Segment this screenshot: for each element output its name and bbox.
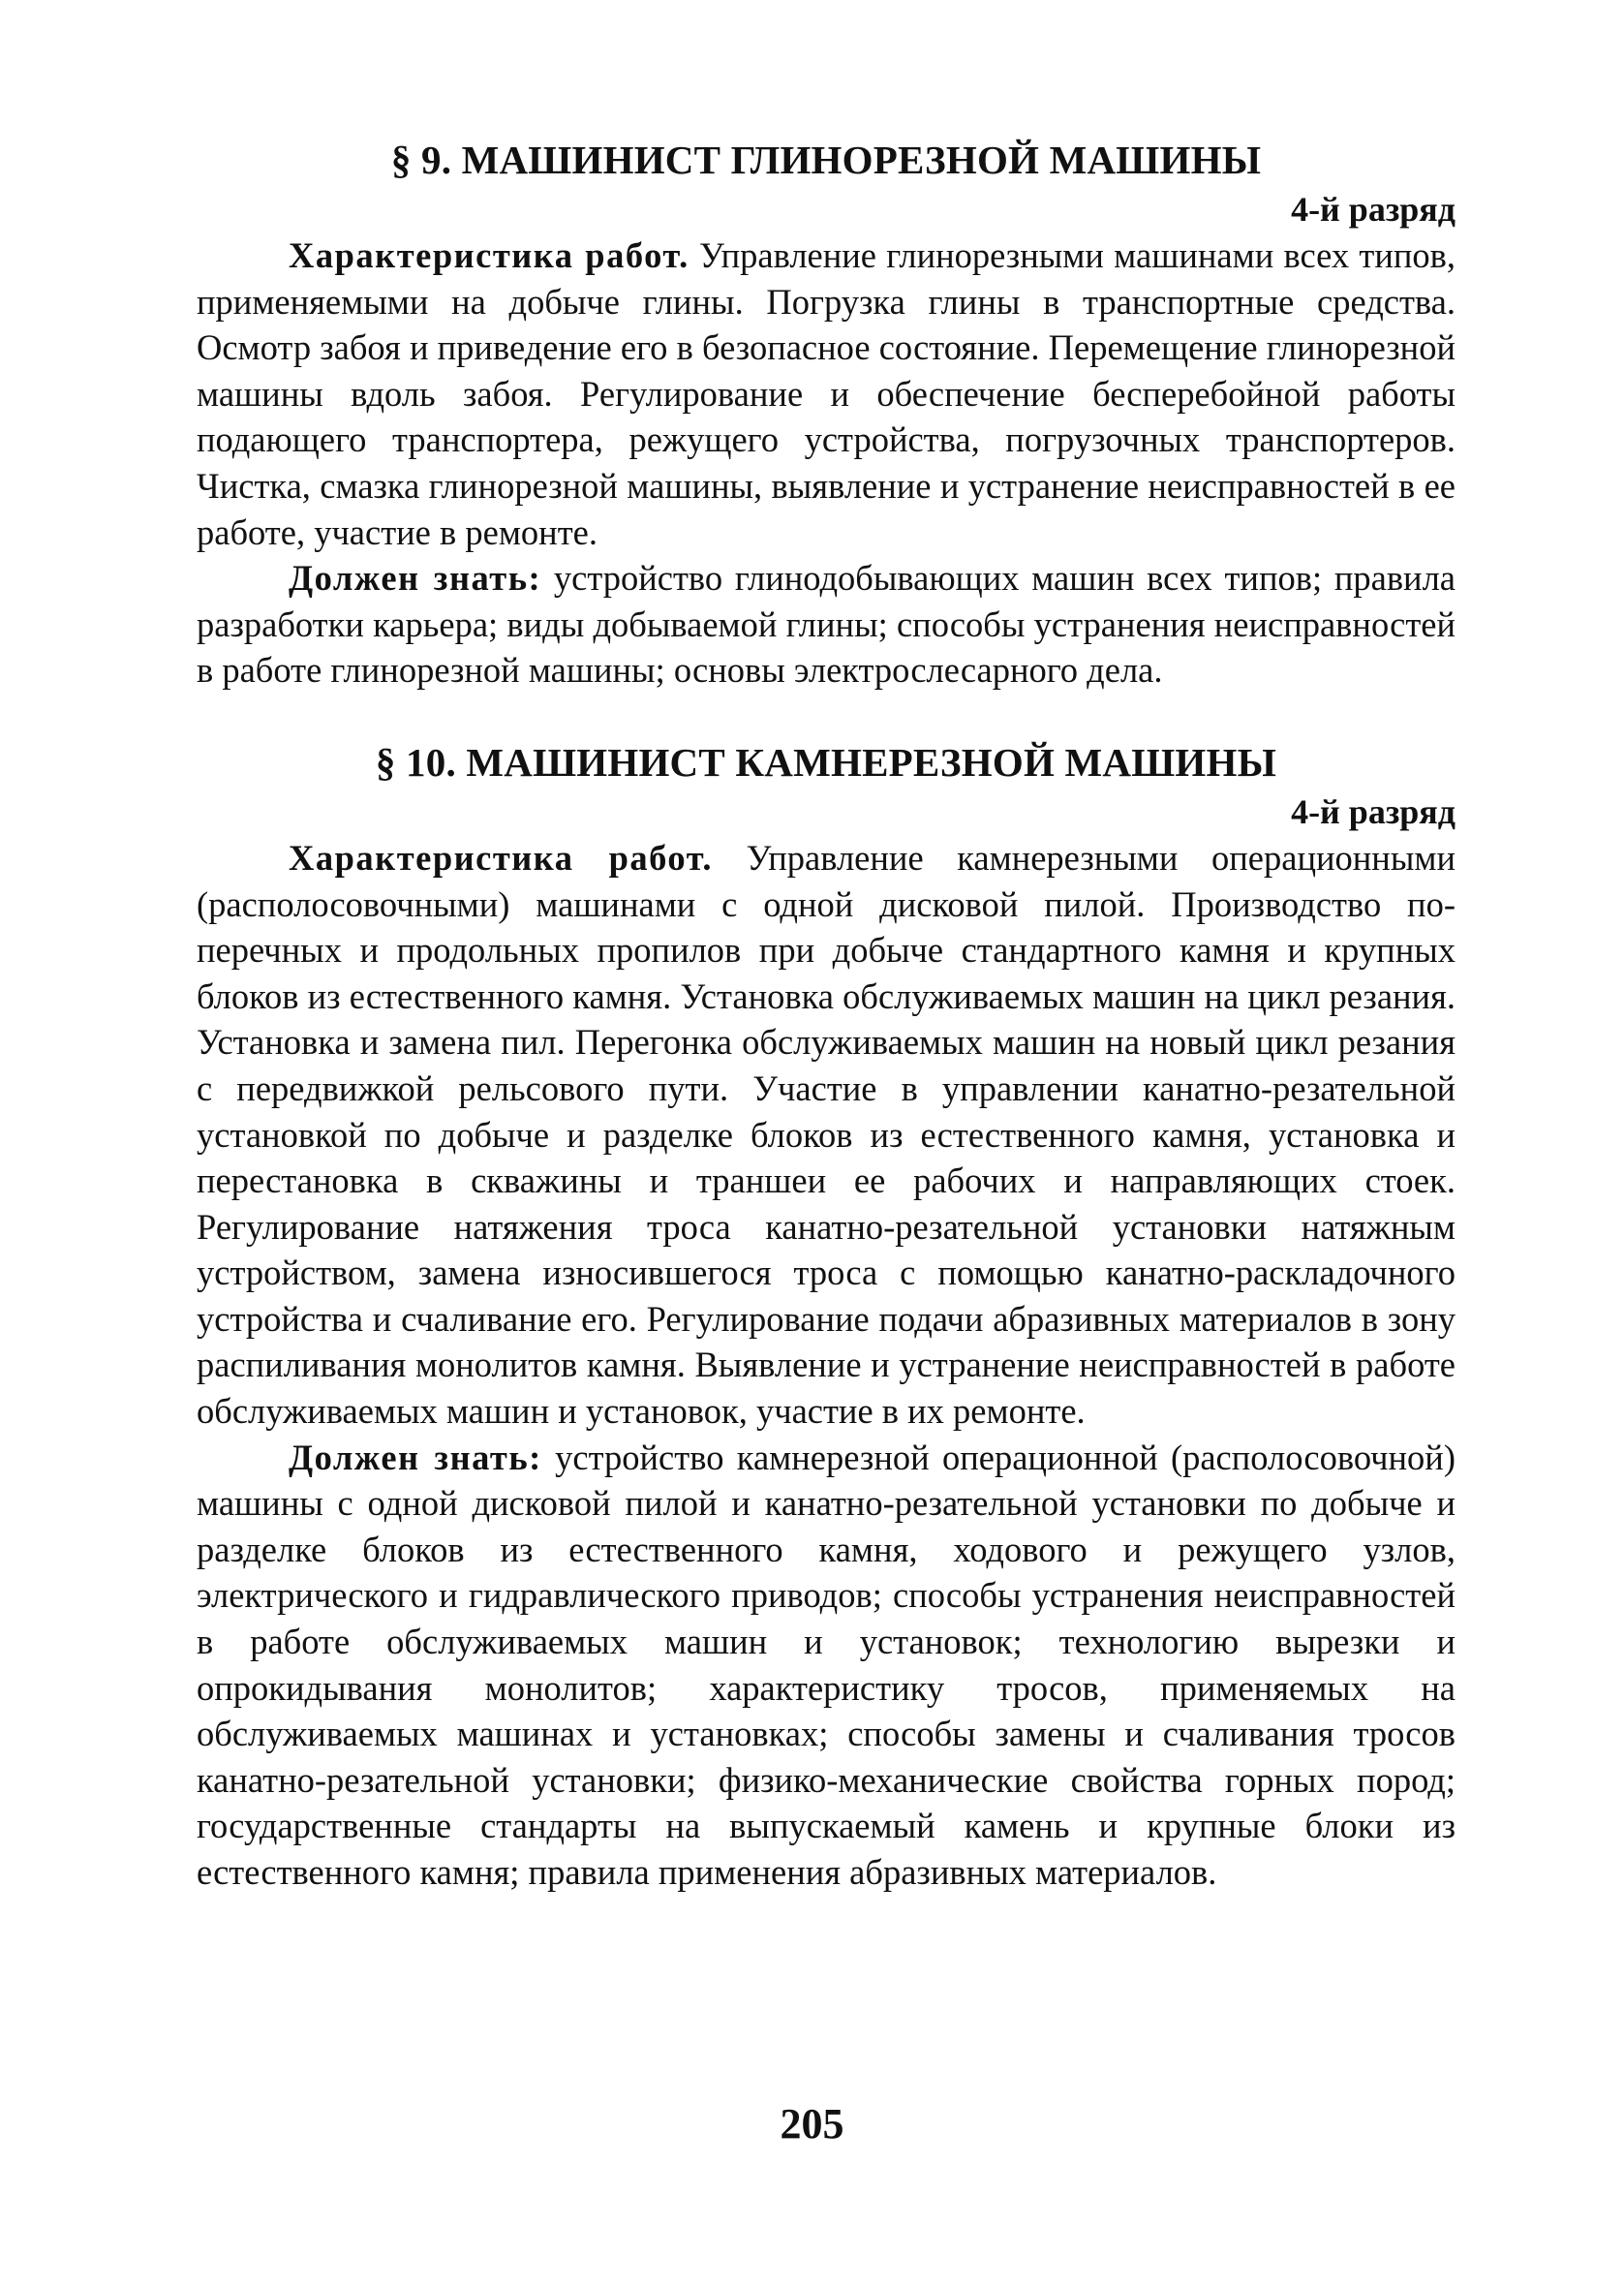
characteristics-paragraph bbox=[197, 835, 1455, 1435]
section-9-clay-cutter bbox=[197, 136, 1455, 694]
grade-label: 4-й разряд bbox=[1291, 190, 1455, 229]
grade-label: 4-й разряд bbox=[1291, 791, 1455, 831]
knowledge-label: Должен знать: bbox=[289, 1437, 542, 1477]
characteristics-label: Характеристика работ. bbox=[289, 837, 714, 878]
knowledge-paragraph bbox=[197, 1435, 1455, 1896]
characteristics-text: Управление камнерезными операционными (располосовочными) машинами с одной дисковой пилой. Производство поперечных и продольных пропилов при добыче стандартного камня и крупных блоков из естественного камня. Установка обслуживаемых машин на цикл резания. Установка и замена пил. Перегонка обслуживаемых машин на новый цикл резания с передвижкой рельсового пути. Участие в управлении канатно-резательной установкой по добыче и разделке блоков из естественного камня, установка и перестановка в скважины и траншеи ее рабочих и направляющих стоек. Регулирование натяжения троса канатно-резательной установки натяжным устройством, замена износившегося троса с помощью канатно-раскладочного устройства и счаливание его. Регулирование подачи абразивных материалов в зону распиливания монолитов камня. Выявление и устранение неисправностей в работе обслуживаемых машин и установок, участие в их ремонте. bbox=[197, 837, 1455, 1432]
page-number: 205 bbox=[780, 2100, 844, 2148]
characteristics-label: Характеристика работ. bbox=[289, 235, 689, 275]
characteristics-paragraph bbox=[197, 232, 1455, 555]
knowledge-paragraph bbox=[197, 555, 1455, 694]
knowledge-label: Должен знать: bbox=[289, 558, 542, 599]
document-page bbox=[197, 136, 1455, 1896]
section-10-stone-cutter bbox=[197, 738, 1455, 1896]
section-title: § 9. МАШИНИСТ ГЛИНОРЕЗНОЙ МАШИНЫ bbox=[390, 138, 1262, 182]
section-title: § 10. МАШИНИСТ КАМНЕРЕЗНОЙ МАШИНЫ bbox=[375, 739, 1277, 785]
knowledge-text: устройство камнерезной операционной (располосовочной) машины с одной дисковой пилой и канатно-резательной установки по добыче и разделке блоков из естественного камня, ходового и режущего узлов, электрического и гидравлического приводов; способы устранения неисправностей в работе обслуживаемых машин и установок; технологию вырезки и опрокидывания монолитов; характеристику тросов, применяемых на обслуживаемых машинах и установках; способы замены и счаливания тросов канатно-резательной установки; физико-механические свойства горных пород; государственные стандарты на выпускаемый камень и крупные блоки из естественного камня; правила применения абразивных материалов. bbox=[197, 1437, 1455, 1892]
characteristics-text: Управление глинорезными машинами всех типов, применяемыми на добыче глины. Погрузка глины в транспортные средства. Осмотр забоя и приведение его в безопасное состояние. Перемещение глинорезной машины вдоль забоя. Регулирование и обеспечение бесперебойной работы подающего транспортера, режущего устройства, погрузочных транспортеров. Чистка, смазка глинорезной машины, выявление и устранение неисправностей в ее работе, участие в ремонте. bbox=[197, 235, 1455, 552]
knowledge-text: устройство глинодобывающих машин всех типов; правила разработки карьера; виды добываемой глины; способы устранения неисправностей в работе глинорезной машины; основы электрослесарного дела. bbox=[197, 558, 1455, 691]
